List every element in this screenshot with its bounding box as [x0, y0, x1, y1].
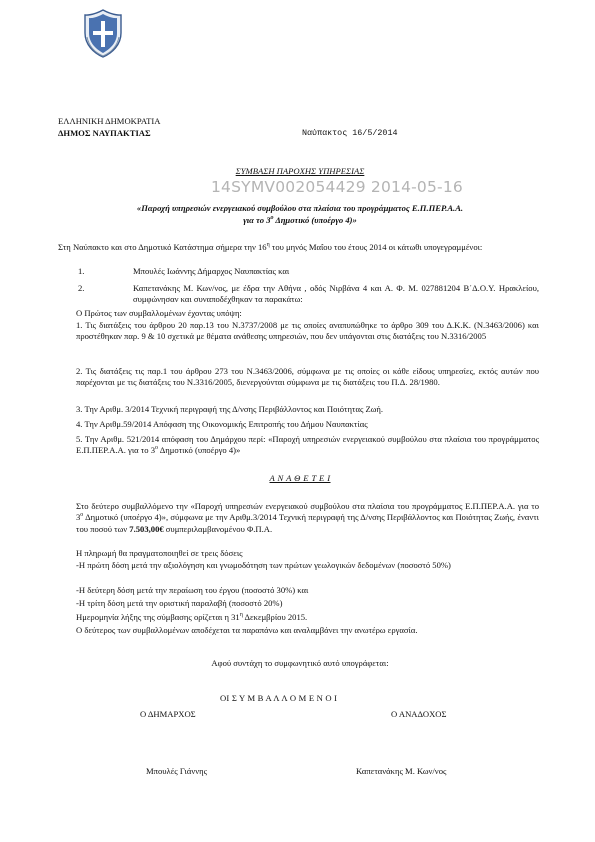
payment-intro: Η πληρωμή θα πραγματοποιηθεί σε τρεις δόσεις — [76, 548, 243, 558]
considering-intro: Ο Πρώτος των συμβαλλομένων έχοντας υπόψη: — [76, 308, 242, 318]
payment-third-installment: -Η τρίτη δόση μετά την οριστική παραλαβή (ποσοστό 20%) — [76, 598, 283, 608]
party-1-text: Μπουλές Ιωάννης Δήμαρχος Ναυπακτίας και — [133, 266, 290, 276]
signatory-right-name: Καπετανάκης Μ. Κων/νος — [356, 766, 447, 776]
signatories-heading: ΟΙ Σ Υ Μ Β Α Λ Λ Ο Μ Ε Ν Ο Ι — [220, 693, 338, 703]
closing-statement: Αφού συντάχη το συμφωνητικό αυτό υπογράφεται: — [211, 658, 389, 668]
payment-second-installment: -Η δεύτερη δόση μετά την περαίωση του έργου (ποσοστό 30%) και — [76, 585, 309, 595]
intro-paragraph: Στη Ναύπακτο και στο Δημοτικό Κατάστημα σήμερα την $16^\eta$ του μηνός Μαΐου του έτους 2014 οι κάτωθι υπογεγραμμένοι: — [58, 242, 483, 252]
consideration-3: 3. Την Αριθμ. 3/2014 Τεχνική περιγραφή της Δ/νσης Περιβάλλοντος και Ποιότητας Ζωή. — [76, 404, 384, 414]
registry-watermark: 14SYMV002054429 2014-05-16 — [211, 178, 463, 196]
party-1-number: 1. — [78, 266, 85, 276]
assigns-heading: Α Ν Α Θ Ε Τ Ε Ι — [269, 473, 331, 483]
consideration-5: 5. Την Αριθμ. 521/2014 απόφαση του Δημάρχου περί: «Παροχή υπηρεσιών ενεργειακού συμβούλου στα πλαίσια του προγράμματος Ε.Π.ΠΕΡ.Α.Α. για το $3^o$ Δημοτικό (υποέργο 4)» — [76, 434, 539, 456]
subtitle-line-1: «Παροχή υπηρεσιών ενεργειακού συμβούλου στα πλαίσια του προγράμματος Ε.Π.ΠΕΡ.Α.Α. — [136, 203, 464, 213]
country-name: ΕΛΛΗΝΙΚΗ ΔΗΜΟΚΡΑΤΙΑ — [58, 116, 161, 126]
party-2-number: 2. — [78, 283, 85, 293]
signatory-left-role: Ο ΔΗΜΑΡΧΟΣ — [140, 709, 196, 719]
contract-expiry: Ημερομηνία λήξης της σύμβασης ορίζεται η $31^\eta$ Δεκεμβρίου 2015. — [76, 612, 308, 622]
subtitle-line-2: για το $3^o$ Δημοτικό (υποέργο 4)» — [243, 215, 357, 225]
contract-title: ΣΥΜΒΑΣΗ ΠΑΡΟΧΗΣ ΥΠΗΡΕΣΙΑΣ — [235, 166, 365, 176]
consideration-2: 2. Τις διατάξεις τις παρ.1 του άρθρου 273 του Ν.3463/2006, σύμφωνα με τις οποίες οι κάθε είδους υπηρεσίες, εκτός αυτών που παρέχονται με τις διατάξεις του Ν.3316/2005, διενεργούνται σύμφωνα με τις διατάξεις του Π.Δ. 28/1980. — [76, 366, 539, 388]
place-date: Ναύπακτος 16/5/2014 — [302, 128, 398, 138]
consideration-4: 4. Την Αριθμ.59/2014 Απόφαση της Οικονομικής Επιτροπής του Δήμου Ναυπακτίας — [76, 419, 368, 429]
consideration-1: 1. Τις διατάξεις του άρθρου 20 παρ.13 του Ν.3737/2008 με τις οποίες αναπυπώθηκε το άρθρο 309 του Δ.Κ.Κ. (Ν.3463/2006) και προστέθηκαν παρ. 9 & 10 σχετικά με θέματα ανάθεσης υπηρεσιών, που δεν υπάγονται στις διατάξεις του Ν.3316/2005 — [76, 320, 539, 342]
payment-first-installment: -Η πρώτη δόση μετά την αξιολόγηση και γνωμοδότηση των πρώτων γεωλογικών δεδομένων (ποσοστό 50%) — [76, 560, 451, 570]
party-2-text: Καπετανάκης Μ. Κων/νος, με έδρα την Αθήνα , οδός Νιρβάνα 4 και Α. Φ. Μ. 027881204 Β΄Δ.Ο.Υ. Ηρακλείου, συμφώνησαν και συναποδέχθηκαν τα παρακάτω: — [133, 283, 539, 305]
greek-coat-of-arms-icon — [82, 7, 124, 59]
assignment-paragraph: Στο δεύτερο συμβαλλόμενο την «Παροχή υπηρεσιών ενεργειακού συμβούλου στα πλαίσια του προγράμματος Ε.Π.ΠΕΡ.Α.Α. για το $3^o$ Δημοτικό (υποέργο 4)», σύμφωνα με την Αριθμ.3/2014 Τεχνική περιγραφή της Δ/νσης Περιβάλλοντος και Ποιότητας Ζωής, έναντι του ποσού των 7.503,00€ συμπεριλαμβανομένου Φ.Π.Α. — [76, 501, 539, 534]
municipality-name: ΔΗΜΟΣ ΝΑΥΠΑΚΤΙΑΣ — [58, 128, 151, 138]
signatory-left-name: Μπουλές Γιάννης — [146, 766, 208, 776]
acceptance-paragraph: Ο δεύτερος των συμβαλλομένων αποδέχεται τα παραπάνω και αναλαμβάνει την ανωτέρω εργασία. — [76, 625, 418, 635]
signatory-right-role: Ο ΑΝΑΔΟΧΟΣ — [391, 709, 447, 719]
